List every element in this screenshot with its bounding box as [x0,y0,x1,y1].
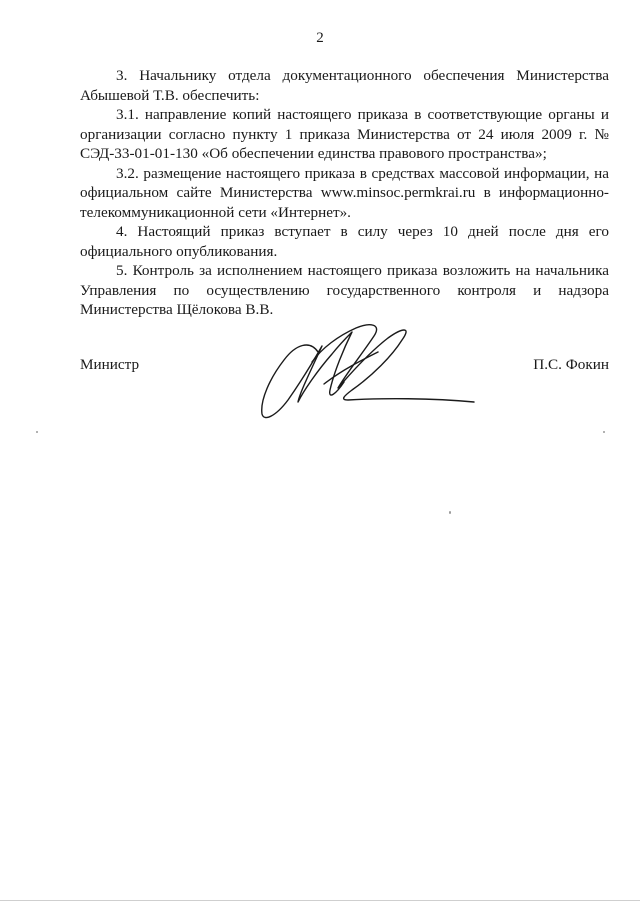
page-number: 2 [316,30,324,46]
paragraph-4: 4. Настоящий приказ вступает в силу через 10 дней после дня его официального опубликования. [80,223,609,260]
signature-block [80,356,609,380]
paragraph-5: 5. Контроль за исполнением настоящего приказа возложить на начальника Управления по осуществлению государственного контроля и надзора Министерства Щёлокова В.В. [80,262,609,318]
scan-speck [36,431,38,433]
scan-speck [603,431,605,433]
paragraph-3: 3. Начальнику отдела документационного обеспечения Министерства Абышевой Т.В. обеспечить: [80,67,609,104]
scan-speck [449,511,451,514]
signatory-name: П.С. Фокин [533,356,609,373]
document-body [80,66,609,320]
scan-edge [0,900,640,901]
paragraph-3-2: 3.2. размещение настоящего приказа в средствах массовой информации, на официальном сайте Министерства www.minsoc.permkrai.ru в информационно-телекоммуникационной сети «Интернет». [80,164,609,221]
signatory-title: Министр [80,356,140,373]
paragraph-3-1: 3.1. направление копий настоящего приказа в соответствующие органы и организации согласно пункту 1 приказа Министерства от 24 июля 2009 г. № СЭД-33-01-01-130 «Об обеспечении единства правового пространства»; [80,106,609,162]
